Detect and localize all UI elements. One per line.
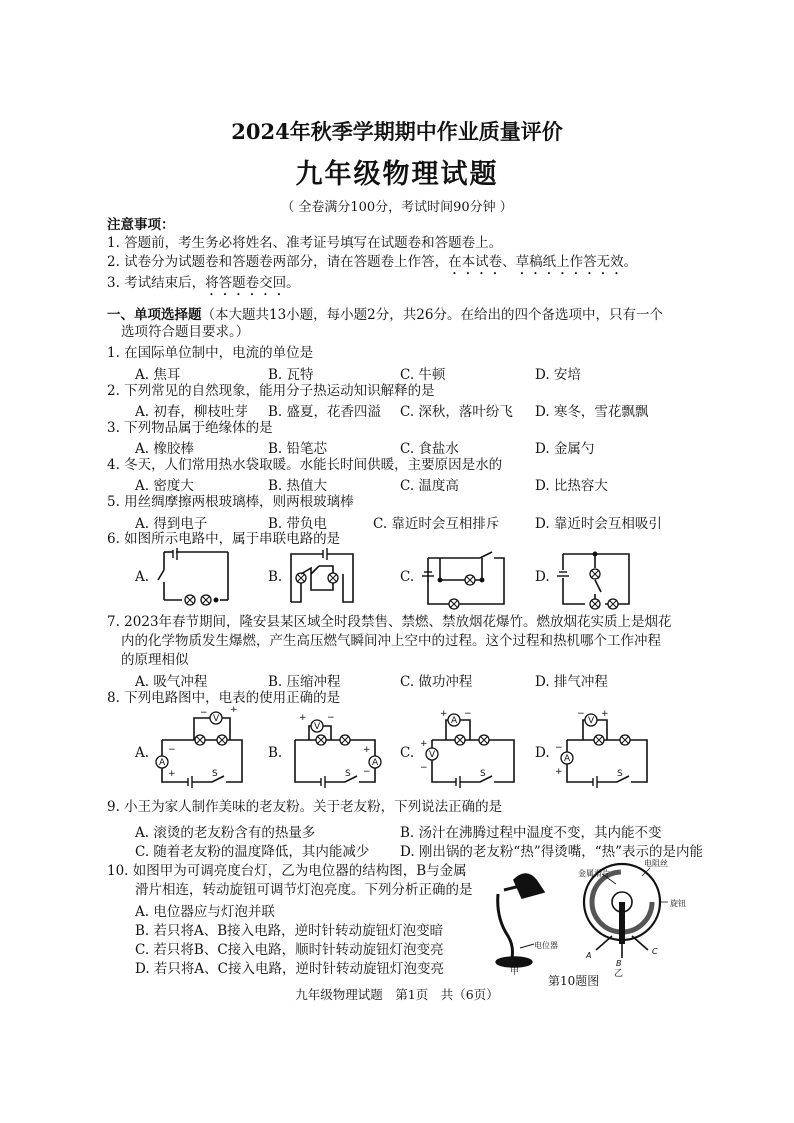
q6-stem: 6. 如图所示电路中，属于串联电路的是 [107,531,341,547]
q8-circuit-c [418,706,518,790]
svg-text:−: − [577,709,585,719]
notice-item-3 [107,274,300,299]
svg-text:V: V [213,714,220,724]
q10-option-d: D. 若只将A、C接入电路，逆时针转动旋钮灯泡变亮 [135,961,445,977]
svg-text:+: + [299,713,307,723]
svg-text:旋钮: 旋钮 [670,899,686,908]
svg-text:−: − [555,743,563,753]
q4-option-c: C. 温度高 [400,478,459,494]
q8-option-c: C. [400,745,415,761]
notice-item-2-text: 2. 试卷分为试题卷和答题卷两部分，请在答题卷上作答， [107,254,449,270]
q6-circuit-c [420,550,515,608]
q5-option-a: A. 得到电子 [135,516,208,532]
q10-figure-caption: 第10题图 [548,974,600,988]
svg-text:S: S [345,769,351,779]
q3-stem: 3. 下列物品属于绝缘体的是 [107,420,273,436]
q6-option-b: B. [268,569,283,585]
svg-text:+: + [230,705,238,715]
page-footer: 九年级物理试题 第1页 共（6页） [295,987,499,1002]
q6-circuit-d [555,550,640,608]
q6-option-a: A. [135,569,150,585]
q9-stem: 9. 小王为家人制作美味的老友粉。关于老友粉，下列说法正确的是 [107,799,503,815]
q3-option-a: A. 橡胶棒 [135,441,194,457]
q5-option-c: C. 靠近时会互相排斥 [373,516,500,532]
svg-text:电阻丝: 电阻丝 [644,859,668,868]
q8-option-d: D. [535,745,550,761]
notice-item-3-emphasis: 将答题卷交回。 [205,275,300,291]
svg-text:乙: 乙 [614,969,624,979]
q6-option-d: D. [535,569,550,585]
svg-text:A: A [372,758,379,768]
q8-circuit-a [150,706,250,790]
q7-stem-2: 内的化学物质发生爆燃，产生高压燃气瞬间冲上空中的过程。这个过程和热机哪个工作冲程 [121,633,661,649]
svg-text:电位器: 电位器 [534,941,558,950]
q3-option-b: B. 铅笔芯 [268,441,328,457]
q1-option-d: D. 安培 [535,367,581,383]
q8-option-b: B. [268,745,283,761]
section1-desc-2: 选项符合题目要求。） [121,324,250,340]
section1-title: 一、单项选择题 [107,307,202,323]
section1-heading [107,306,663,324]
q1-option-b: B. 瓦特 [268,367,314,383]
svg-text:S: S [480,769,486,779]
svg-text:−: − [327,713,335,723]
svg-text:C: C [652,947,658,956]
q6-option-c: C. [400,569,415,585]
q3-option-d: D. 金属勺 [535,441,595,457]
desk-lamp-illustration [496,874,544,967]
q9-option-a: A. 滚烫的老友粉含有的热量多 [135,825,316,841]
q2-option-b: B. 盛夏，花香四溢 [268,404,382,420]
q9-option-c: C. 随着老友粉的温度降低，其内能减少 [135,844,370,860]
q7-option-c: C. 做功冲程 [400,674,473,690]
q1-stem: 1. 在国际单位制中，电流的单位是 [107,345,314,361]
q6-circuit-b [283,550,373,608]
q8a-ammeter-label: A [159,758,166,768]
q1-option-c: C. 牛顿 [400,367,446,383]
notice-item-2-emphasis: 在本试卷、草稿纸上作答无效。 [448,254,638,270]
q10-option-a: A. 电位器应与灯泡并联 [135,904,275,920]
q10-option-b: B. 若只将A、B接入电路，逆时针转动旋钮灯泡变暗 [135,923,444,939]
q10-stem-1: 10. 如图甲为可调亮度台灯，乙为电位器的结构图，B与金属 [107,863,467,879]
svg-text:−: − [464,709,472,719]
q9-option-b: B. 汤汁在沸腾过程中温度不变，其内能不变 [400,825,662,841]
svg-text:+: + [601,709,609,719]
q4-stem: 4. 冬天，人们常用热水袋取暖。水能长时间供暖，主要原因是水的 [107,457,503,473]
q2-option-c: C. 深秋，落叶纷飞 [400,404,513,420]
q4-option-b: B. 热值大 [268,478,328,494]
svg-text:−: − [168,745,176,755]
svg-text:B: B [616,959,622,968]
notice-item-3-text: 3. 考试结束后， [107,275,206,291]
q8-circuit-d [555,706,655,790]
q6-circuit-a [150,550,235,608]
svg-text:金属滑片: 金属滑片 [578,869,610,878]
q5-option-d: D. 靠近时会互相吸引 [535,516,662,532]
svg-text:A: A [451,716,458,726]
q2-stem: 2. 下列常见的自然现象，能用分子热运动知识解释的是 [107,383,435,399]
q8-stem: 8. 下列电路图中，电表的使用正确的是 [107,690,341,706]
svg-text:+: + [363,745,371,755]
svg-text:+: + [168,769,176,779]
q1-option-a: A. 焦耳 [135,367,181,383]
q7-stem-3: 的原理相似 [121,652,189,668]
exam-title: 2024年秋季学期期中作业质量评价 [231,119,563,144]
exam-info: （ 全卷满分100分，考试时间90分钟 ） [281,200,513,215]
svg-text:S: S [617,769,623,779]
q9-option-d: D. 刚出锅的老友粉“热”得烫嘴，“热”表示的是内能 [400,844,704,860]
svg-text:+: + [440,709,448,719]
q8-option-a: A. [135,745,150,761]
svg-text:V: V [429,750,436,760]
exam-subject: 九年级物理试题 [295,159,499,190]
notice-item-1: 1. 答题前，考生务必将姓名、准考证号填写在试题卷和答题卷上。 [107,235,503,251]
q5-stem: 5. 用丝绸摩擦两根玻璃棒，则两根玻璃棒 [107,494,354,510]
svg-text:+: + [420,739,428,749]
q2-option-a: A. 初春，柳枝吐芽 [135,404,248,420]
q3-option-c: C. 食盐水 [400,441,459,457]
q8-circuit-b [285,706,385,790]
section1-desc: （本大题共13小题，每小题2分，共26分。在给出的四个备选项中，只有一个 [201,307,663,323]
svg-text:甲: 甲 [510,967,520,977]
potentiometer-illustration [584,864,660,958]
svg-text:A: A [586,951,592,960]
q7-stem-1: 7. 2023年春节期间，隆安县某区域全时段禁售、禁燃、禁放烟花爆竹。燃放烟花实质上是烟花 [107,614,672,630]
q10-stem-2: 滑片相连，转动旋钮可调节灯泡亮度。下列分析正确的是 [135,882,473,898]
q7-option-d: D. 排气冲程 [535,674,608,690]
notice-heading: 注意事项： [107,217,175,233]
svg-text:−: − [363,767,371,777]
q2-option-d: D. 寒冬，雪花飘飘 [535,404,649,420]
q10-figure [474,858,694,979]
svg-text:A: A [564,754,571,764]
q5-option-b: B. 带负电 [268,516,328,532]
q4-option-a: A. 密度大 [135,478,194,494]
svg-text:−: − [420,763,428,773]
svg-text:+: + [555,767,563,777]
svg-text:S: S [212,769,218,779]
svg-text:V: V [314,722,321,732]
q10-option-c: C. 若只将B、C接入电路，顺时针转动旋钮灯泡变亮 [135,942,444,958]
q4-option-d: D. 比热容大 [535,478,608,494]
q7-option-b: B. 压缩冲程 [268,674,341,690]
svg-text:V: V [588,716,595,726]
q7-option-a: A. 吸气冲程 [135,674,208,690]
svg-text:−: − [200,708,208,718]
